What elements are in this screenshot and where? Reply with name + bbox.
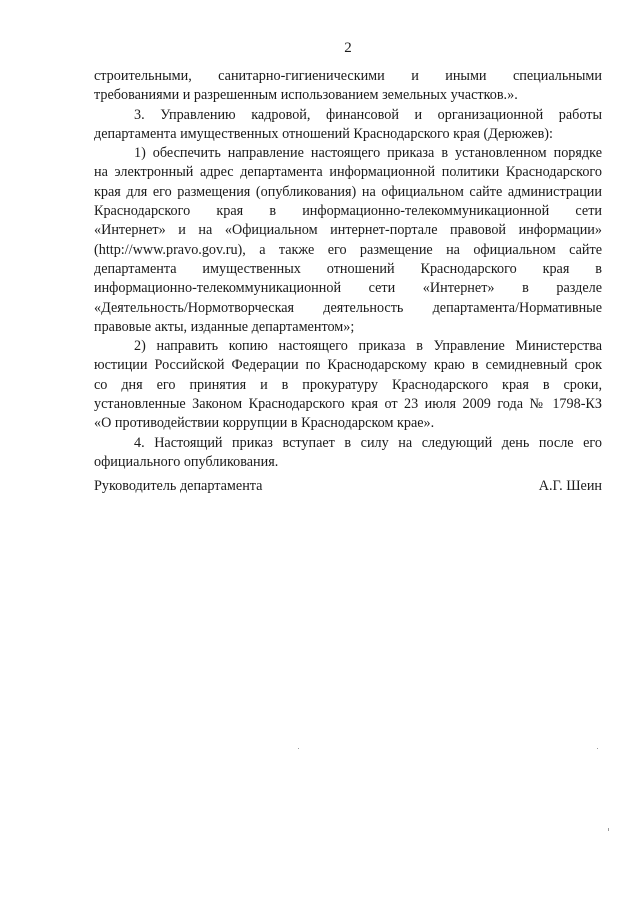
text-line: 2) направить копию настоящего приказа в Управление Министерства (134, 338, 602, 355)
page-number: 2 (344, 40, 352, 56)
text-line: строительными, санитарно-гигиеническими и иными специальными (94, 68, 602, 84)
text-line: (http://www.pravo.gov.ru), а также его размещение на официальном сайте (94, 241, 602, 258)
paragraph-continuation (94, 67, 602, 106)
text-line: официального опубликования. (94, 453, 279, 470)
text-line: «Деятельность/Нормотворческая деятельность департамента/Нормативные (94, 299, 602, 316)
text-line: информационно-телекоммуникационной сети «Интернет» в разделе (94, 280, 602, 297)
text-line: Краснодарского края в информационно-телекоммуникационной сети (94, 203, 602, 220)
signatory-position: Руководитель департамента (94, 478, 263, 494)
signature-block (94, 478, 602, 495)
signatory-name: А.Г. Шеин (538, 478, 602, 494)
scan-speck (298, 748, 299, 749)
text-line: «Интернет» и на «Официальном интернет-портале правовой информации» (94, 222, 602, 239)
paragraph-item-3-1 (94, 144, 602, 337)
text-line: на электронный адрес департамента информационной политики Краснодарского (94, 164, 602, 181)
text-line: установленные Законом Краснодарского края от 23 июля 2009 года № 1798-КЗ (94, 396, 602, 413)
scan-speck (597, 748, 598, 749)
paragraph-item-3 (94, 106, 602, 145)
text-line: 1) обеспечить направление настоящего приказа в установленном порядке (134, 145, 602, 162)
text-line: требованиями и разрешенным использованием земельных участков.». (94, 87, 518, 104)
text-line: края для его размещения (опубликования) на официальном сайте администрации (94, 183, 602, 200)
text-line: юстиции Российской Федерации по Краснодарскому краю в семидневный срок (94, 357, 602, 374)
text-line: департамента имущественных отношений Краснодарского края (Дерюжев): (94, 125, 553, 142)
scan-speck (608, 828, 609, 831)
text-line: 4. Настоящий приказ вступает в силу на следующий день после его (134, 434, 602, 451)
text-line: «О противодействии коррупции в Краснодарском крае». (94, 415, 435, 432)
text-line: департамента имущественных отношений Краснодарского края в (94, 260, 602, 277)
paragraph-item-3-2 (94, 337, 602, 433)
text-line: правовые акты, изданные департаментом»; (94, 318, 355, 335)
text-line: со дня его принятия и в прокуратуру Краснодарского края в сроки, (94, 376, 602, 393)
text-line: 3. Управлению кадровой, финансовой и организационной работы (134, 106, 602, 123)
paragraph-item-4 (94, 434, 602, 473)
